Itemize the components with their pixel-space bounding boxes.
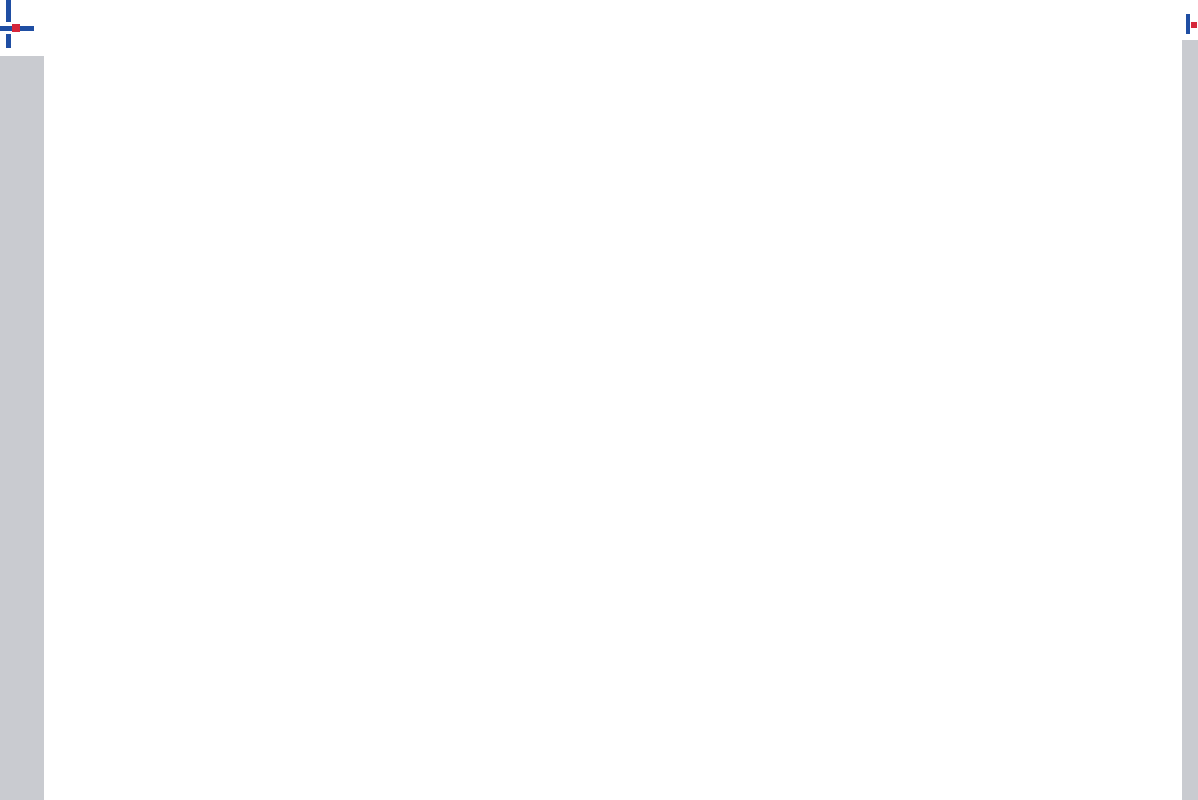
page-body [44, 0, 1182, 800]
scanned-page [44, 0, 1182, 800]
library-logo-icon-right [1182, 0, 1198, 40]
left-sidebar [0, 0, 44, 800]
library-logo-icon [0, 0, 44, 56]
right-sidebar [1182, 0, 1198, 800]
